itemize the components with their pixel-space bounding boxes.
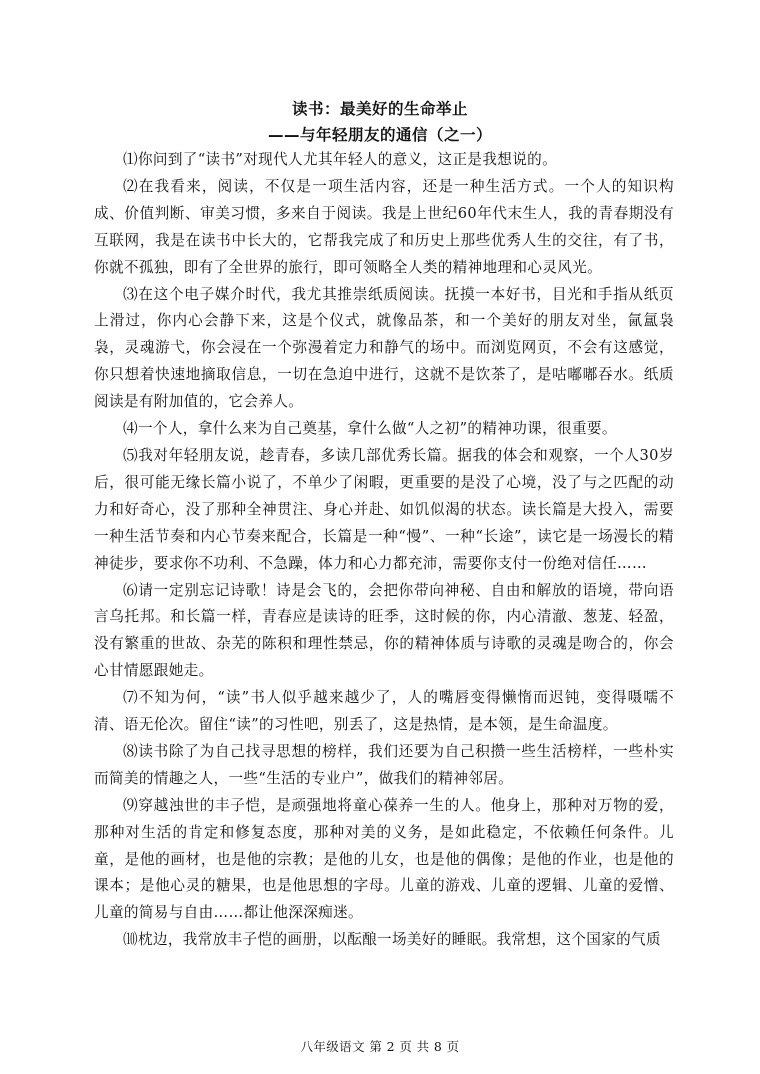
paragraph-3: ⑶在这个电子媒介时代，我尤其推崇纸质阅读。抚摸一本好书，目光和手指从纸页上滑过，你内心会静下来，这是个仪式，就像品茶，和一个美好的朋友对坐，氤氲袅袅，灵魂游弋，你会浸在一个弥漫着定力和静气的场中。而浏览网页，不会有这感觉，你只想着快速地摘取信息，一切在急迫中进行，这就不是饮茶了，是咕嘟嘟吞水。纸质阅读是有附加值的，它会养人。 [94,285,674,411]
article-body [94,147,674,954]
paragraph-7: ⑺不知为何，“读”书人似乎越来越少了，人的嘴唇变得懒惰而迟钝，变得嗫嚅不清、语无伦次。留住“读”的习性吧，别丢了，这是热情，是本领，是生命温度。 [94,689,674,734]
article-title: 读书：最美好的生命举止 [291,100,468,118]
paragraph-5: ⑸我对年轻朋友说，趁青春，多读几部优秀长篇。据我的体会和观察，一个人30岁后，很可能无缘长篇小说了，不单少了闲暇，更重要的是没了心境，没了与之匹配的动力和好奇心，没了那种全神贯注、身心并赴、如饥似渴的状态。读长篇是大投入，需要一种生活节奏和内心节奏来配合，长篇是一种“慢”、一种“长途”，读它是一场漫长的精神徒步，要求你不功利、不急躁，体力和心力都充沛，需要你支付一份绝对信任…… [94,446,674,572]
paragraph-1: ⑴你问到了“读书”对现代人尤其年轻人的意义，这正是我想说的。 [123,151,558,168]
paragraph-8: ⑻读书除了为自己找寻思想的榜样，我们还要为自己积攒一些生活榜样，一些朴实而简美的情趣之人，一些“生活的专业户”，做我们的精神邻居。 [94,742,674,787]
paragraph-2: ⑵在我看来，阅读，不仅是一项生活内容，还是一种生活方式。一个人的知识构成、价值判断、审美习惯，多来自于阅读。我是上世纪60年代末生人，我的青春期没有互联网，我是在读书中长大的，它帮我完成了和历史上那些优秀人生的交往，有了书，你就不孤独，即有了全世界的旅行，即可领略全人类的精神地理和心灵风光。 [94,177,674,276]
paragraph-9: ⑼穿越浊世的丰子恺，是顽强地将童心葆养一生的人。他身上，那种对万物的爱，那种对生活的肯定和修复态度，那种对美的义务，是如此稳定，不依赖任何条件。儿童，是他的画材，也是他的宗教；是他的儿女，也是他的偶像；是他的作业，也是他的课本；是他心灵的糖果，也是他思想的字母。儿童的游戏、儿童的逻辑、儿童的爱憎、儿童的简易与自由……都让他深深痴迷。 [94,796,674,922]
paragraph-4: ⑷一个人，拿什么来为自己奠基，拿什么做“人之初”的精神功课，很重要。 [123,420,617,438]
article-subtitle: ——与年轻朋友的通信（之一） [267,126,492,144]
paragraph-6: ⑹请一定别忘记诗歌！诗是会飞的，会把你带向神秘、自由和解放的语境，带向语言乌托邦。和长篇一样，青春应是读诗的旺季，这时候的你，内心清澈、葱茏、轻盈，没有繁重的世故、杂芜的陈积和理性禁忌，你的精神体质与诗歌的灵魂是吻合的，你会心甘情愿跟她走。 [94,581,674,680]
page-footer: 八年级语文 第 2 页 共 8 页 [300,1039,460,1054]
paragraph-10: ⑽枕边，我常放丰子恺的画册，以酝酿一场美好的睡眠。我常想，这个国家的气质 [123,931,661,949]
